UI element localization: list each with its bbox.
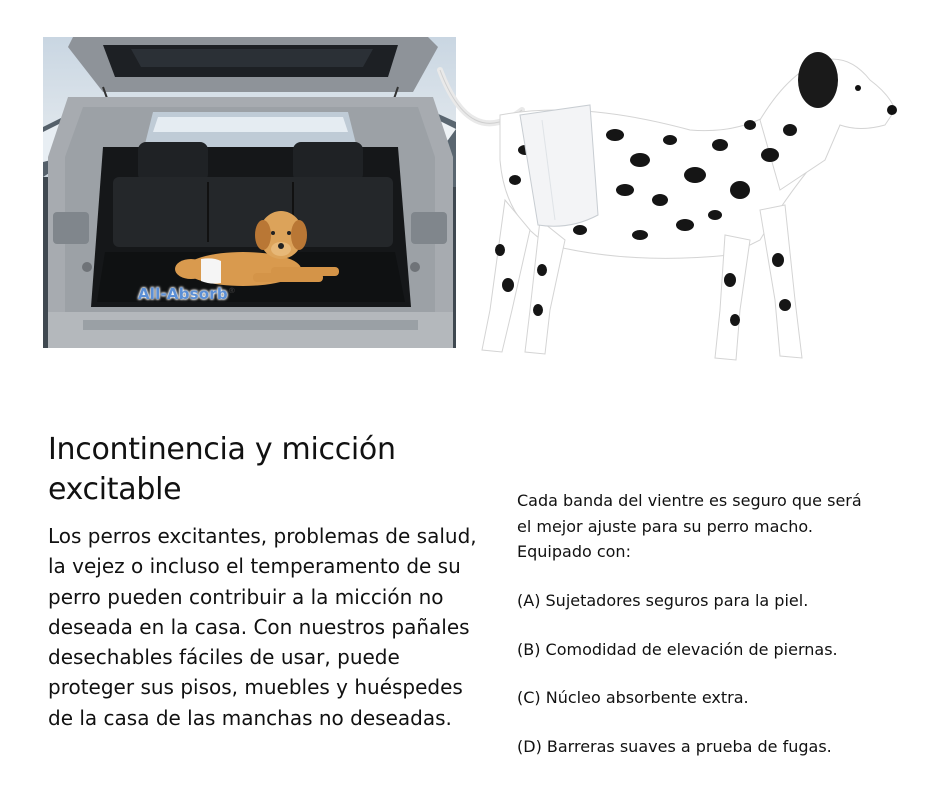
feature-item-c: (C) Núcleo absorbente extra. [517,688,749,707]
feature-item-b: (B) Comodidad de elevación de piernas. [517,639,838,659]
section-body: Los perros excitantes, problemas de salud, la vejez o incluso el temperamento de su perro pueden contribuir a la micción no deseada en la casa. Con nuestros pañales desechables fáciles de usar, puede proteger sus pisos, muebles y huéspedes de la casa de las manchas no deseadas. [48,524,477,730]
brand-logo: All-Absorb® [138,285,237,303]
features-intro: Cada banda del vientre es seguro que será el mejor ajuste para su perro macho. Equipado con: [517,491,862,561]
feature-item-d: (D) Barreras suaves a prueba de fugas. [517,736,832,756]
car-trunk-photo [43,37,456,348]
dalmatian-photo [430,40,900,370]
feature-item-a: (A) Sujetadores seguros para la piel. [517,591,809,610]
dalmatian-illustration [430,40,900,370]
section-title: Incontinencia y micción excitable [48,432,396,507]
car-trunk-illustration [43,37,456,348]
features-list [517,590,917,784]
